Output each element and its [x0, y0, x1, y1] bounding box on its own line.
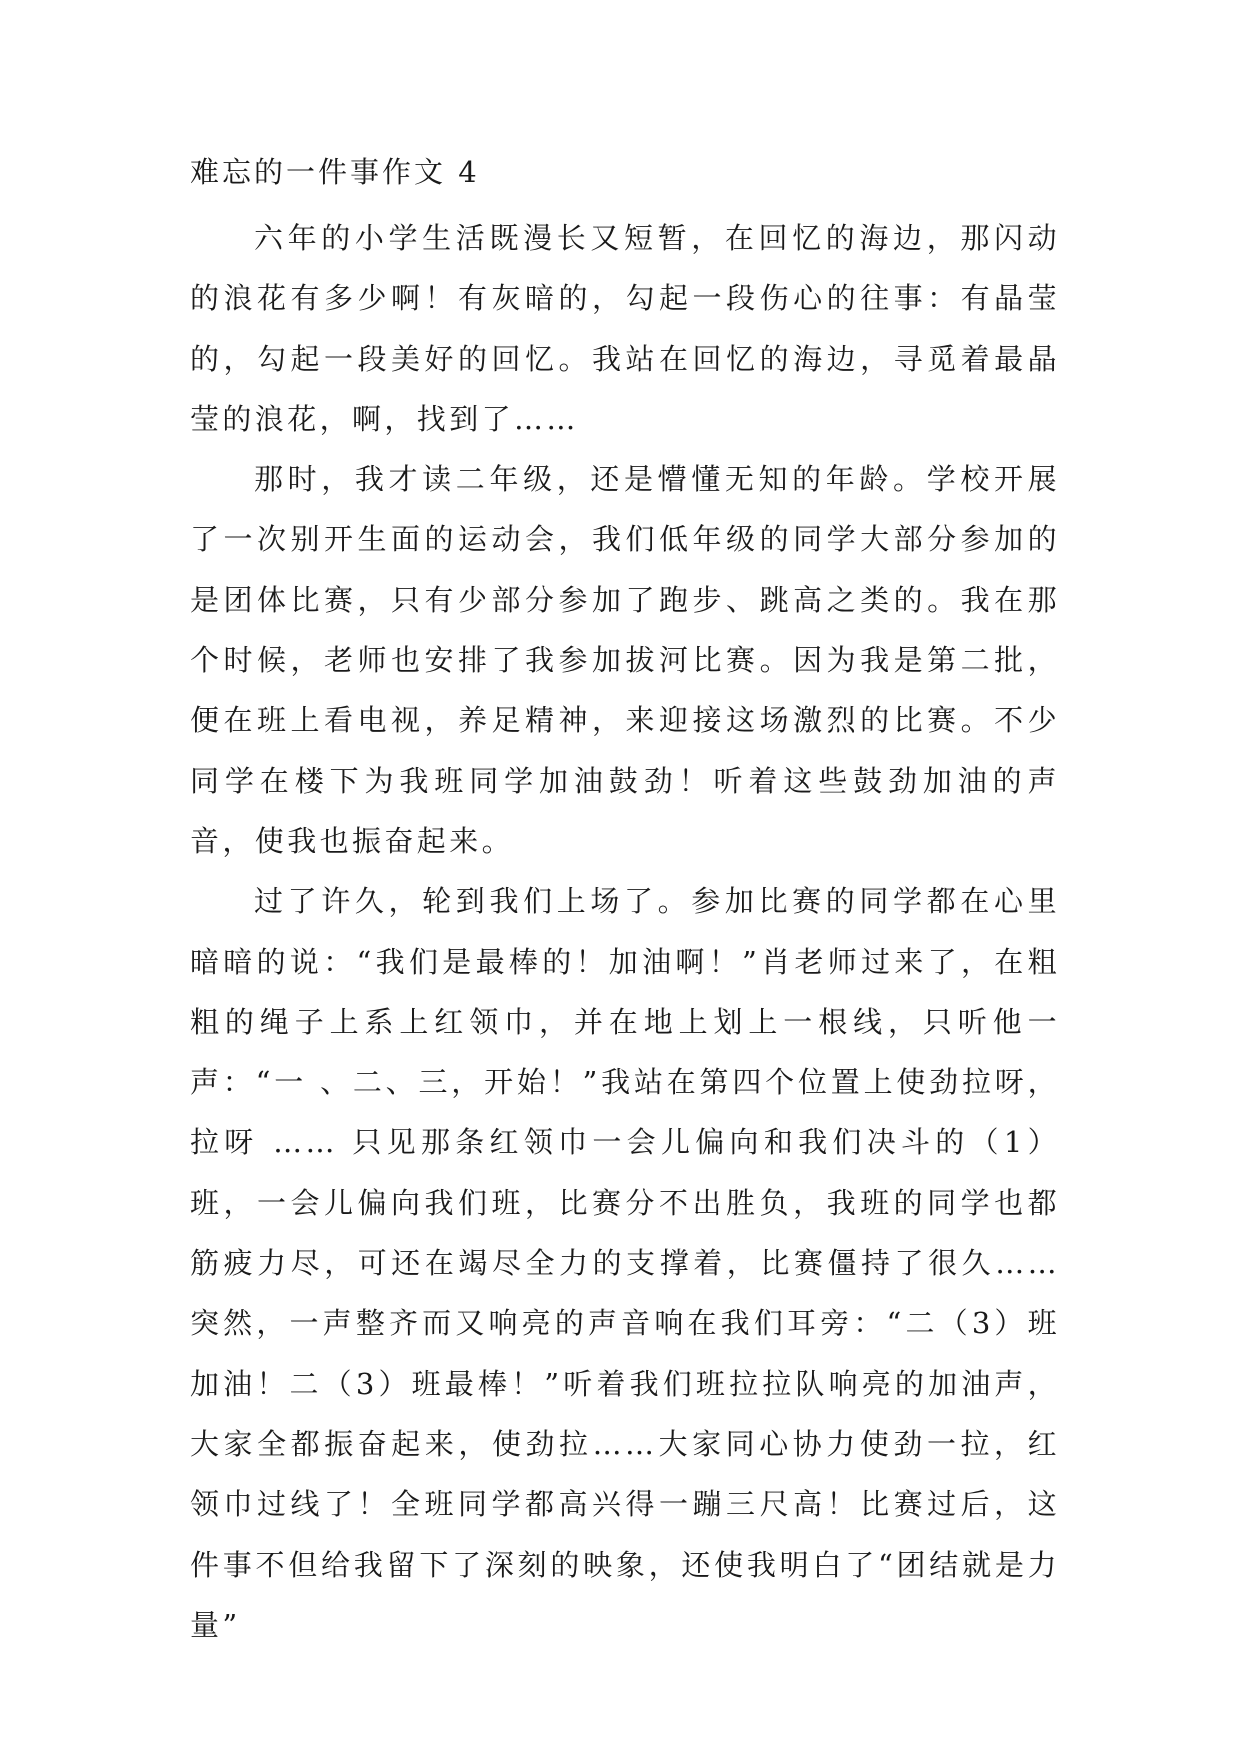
paragraph-1: 六年的小学生活既漫长又短暂，在回忆的海边，那闪动的浪花有多少啊！有灰暗的，勾起一段伤心的往事：有晶莹的，勾起一段美好的回忆。我站在回忆的海边，寻觅着最晶莹的浪花，啊，找到了……	[190, 221, 1060, 436]
document-body	[190, 154, 1060, 1655]
paragraph-3: 过了许久，轮到我们上场了。参加比赛的同学都在心里暗暗的说：“我们是最棒的！加油啊！”肖老师过来了，在粗粗的绳子上系上红领巾，并在地上划上一根线，只听他一声：“一 、二、三，开始！”我站在第四个位置上使劲拉呀，拉呀 …… 只见那条红领巾一会儿偏向和我们决斗的（1）班，一会儿偏向我们班，比赛分不出胜负，我班的同学也都筋疲力尽，可还在竭尽全力的支撑着，比赛僵持了很久……突然，一声整齐而又响亮的声音响在我们耳旁：“二（3）班加油！二（3）班最棒！”听着我们班拉拉队响亮的加油声，大家全都振奋起来，使劲拉……大家同心协力使劲一拉，红领巾过线了！全班同学都高兴得一蹦三尺高！比赛过后，这件事不但给我留下了深刻的映象，还使我明白了“团结就是力量”	[190, 884, 1060, 1642]
paragraph-2: 那时，我才读二年级，还是懵懂无知的年龄。学校开展了一次别开生面的运动会，我们低年级的同学大部分参加的是团体比赛，只有少部分参加了跑步、跳高之类的。我在那个时候，老师也安排了我参加拔河比赛。因为我是第二批，便在班上看电视，养足精神，来迎接这场激烈的比赛。不少同学在楼下为我班同学加油鼓劲！听着这些鼓劲加油的声音，使我也振奋起来。	[190, 462, 1060, 858]
document-title: 难忘的一件事作文 4	[190, 155, 480, 189]
